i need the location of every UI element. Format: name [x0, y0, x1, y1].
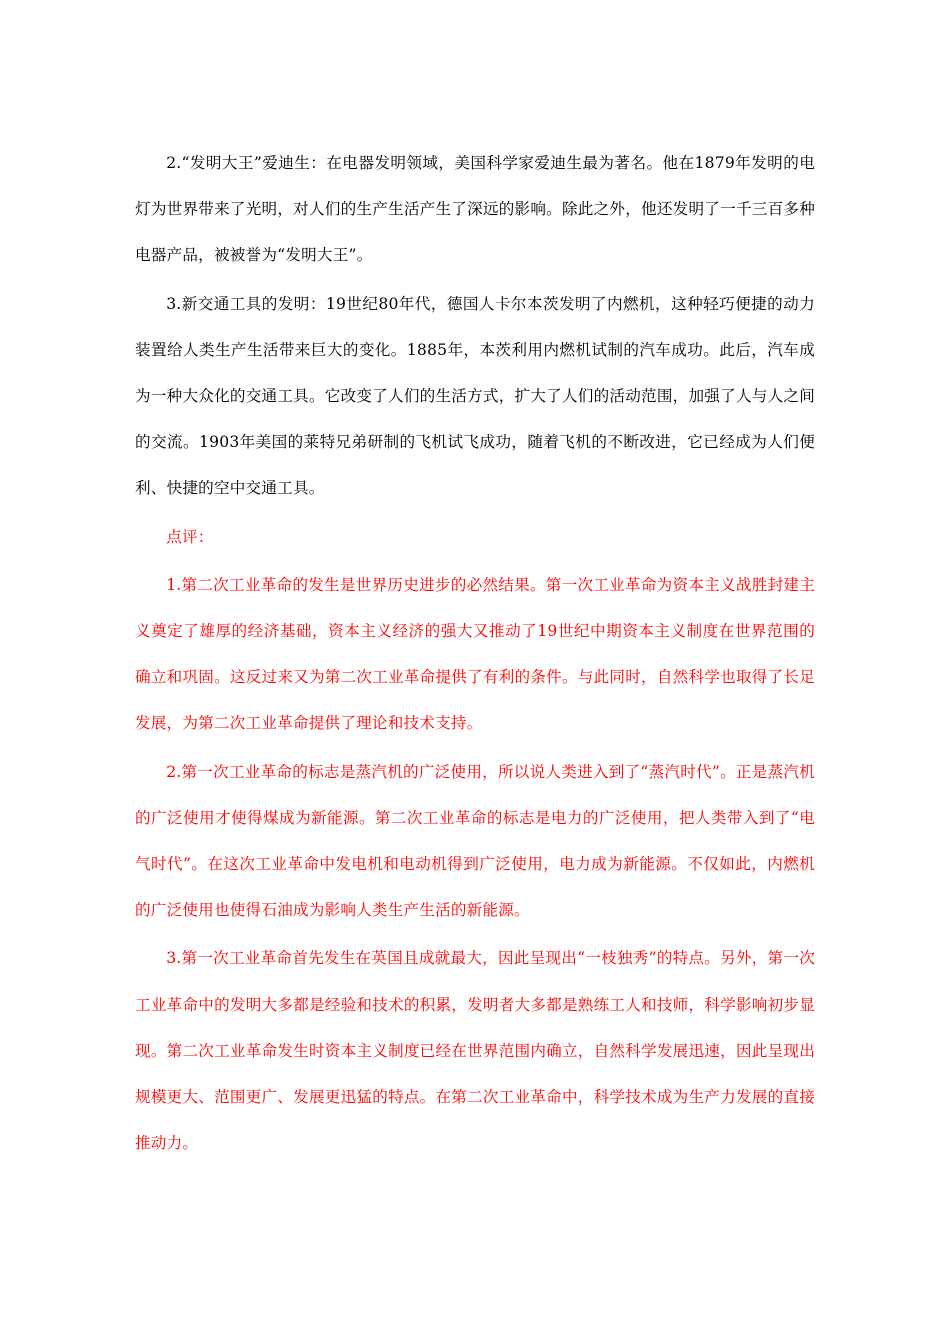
commentary-paragraph-1: 1.第二次工业革命的发生是世界历史进步的必然结果。第一次工业革命为资本主义战胜封建主义奠定了雄厚的经济基础，资本主义经济的强大又推动了19世纪中期资本主义制度在世界范围的确立和巩固。这反过来又为第二次工业革命提供了有利的条件。与此同时，自然科学也取得了长足发展，为第二次工业革命提供了理论和技术支持。: [135, 575, 815, 733]
commentary-paragraph-3: 3.第一次工业革命首先发生在英国且成就最大，因此呈现出“一枝独秀”的特点。另外，第一次工业革命中的发明大多都是经验和技术的积累，发明者大多都是熟练工人和技师，科学影响初步显现。第二次工业革命发生时资本主义制度已经在世界范围内确立，自然科学发展迅速，因此呈现出规模更大、范围更广、发展更迅猛的特点。在第二次工业革命中，科学技术成为生产力发展的直接推动力。: [135, 949, 815, 1153]
document-body: [135, 140, 815, 1168]
paragraph-edison: 2.“发明大王”爱迪生：在电器发明领域，美国科学家爱迪生最为著名。他在1879年发明的电灯为世界带来了光明，对人们的生产生活产生了深远的影响。除此之外，他还发明了一千三百多种电器产品，被被誉为“发明大王”。: [135, 154, 815, 265]
commentary-paragraph-2: 2.第一次工业革命的标志是蒸汽机的广泛使用，所以说人类进入到了“蒸汽时代”。正是蒸汽机的广泛使用才使得煤成为新能源。第二次工业革命的标志是电力的广泛使用，把人类带入到了“电气时代”。在这次工业革命中发电机和电动机得到广泛使用，电力成为新能源。不仅如此，内燃机的广泛使用也使得石油成为影响人类生产生活的新能源。: [135, 762, 815, 920]
paragraph-transportation: 3.新交通工具的发明：19世纪80年代，德国人卡尔本茨发明了内燃机，这种轻巧便捷的动力装置给人类生产生活带来巨大的变化。1885年，本茨利用内燃机试制的汽车成功。此后，汽车成为一种大众化的交通工具。它改变了人们的生活方式，扩大了人们的活动范围，加强了人与人之间的交流。1903年美国的莱特兄弟研制的飞机试飞成功，随着飞机的不断改进，它已经成为人们便利、快捷的空中交通工具。: [135, 294, 815, 498]
commentary-heading: 点评：: [166, 527, 214, 546]
